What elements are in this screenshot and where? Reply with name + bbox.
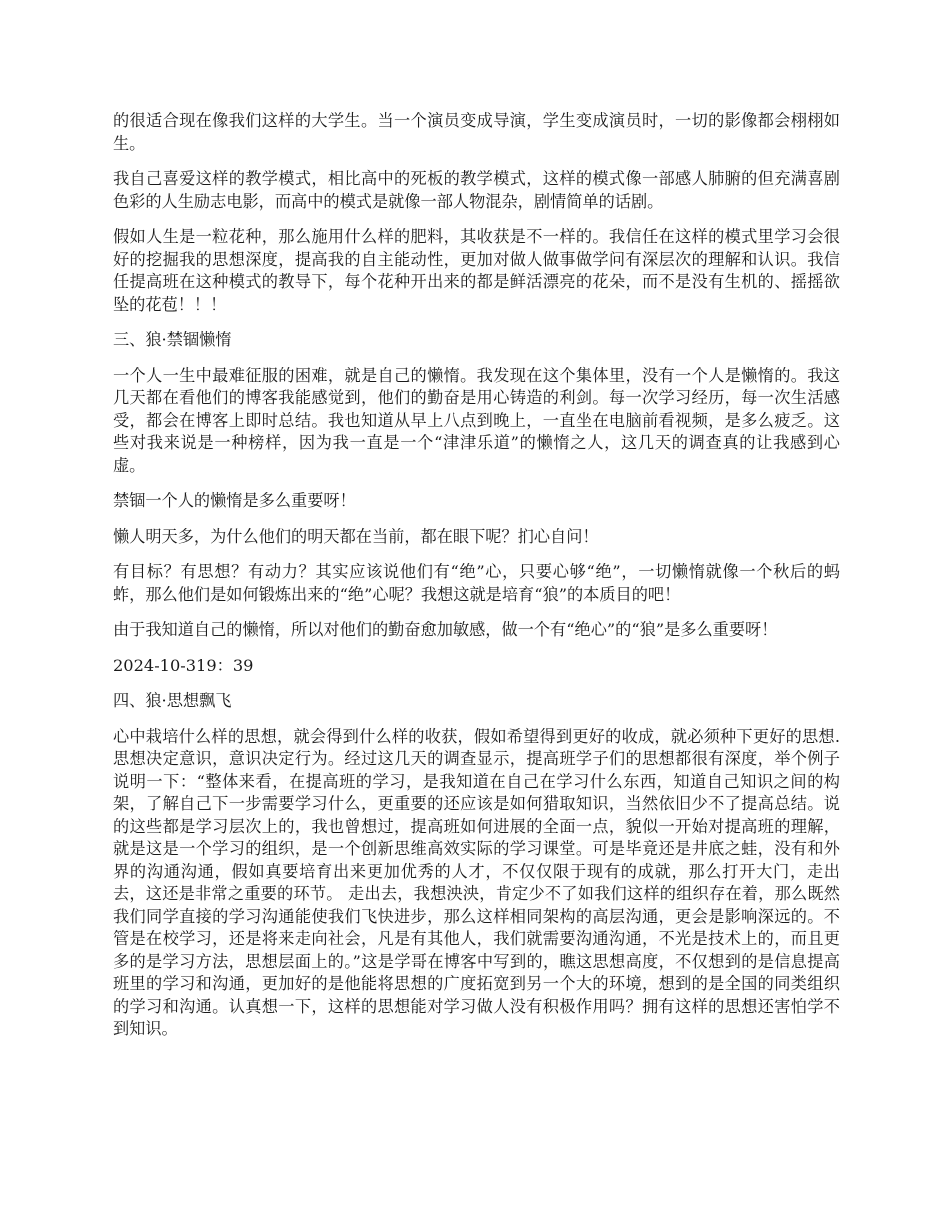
paragraph-confine-laziness: 禁锢一个人的懒惰是多么重要呀！ xyxy=(113,491,356,510)
paragraph-intro-continuation: 的很适合现在像我们这样的大学生。当一个演员变成导演，学生变成演员时，一切的影像都会栩栩如生。 xyxy=(113,111,840,153)
paragraph-self-aware: 由于我知道自己的懒惰，所以对他们的勤奋愈加敏感，做一个有“绝心”的“狼”是多么重要呀！ xyxy=(113,620,778,639)
section-heading-3: 三、狼·禁锢懒惰 xyxy=(113,330,232,349)
paragraph-laziness: 一个人一生中最难征服的困难，就是自己的懒惰。我发现在这个集体里，没有一个人是懒惰的。我这几天都在看他们的博客我能感觉到，他们的勤奋是用心铸造的利剑。每一次学习经历，每一次生活感受，都会在博客上即时总结。我也知道从早上八点到晚上，一直坐在电脑前看视频，是多么疲乏。这些对我来说是一种榜样，因为我一直是一个“津津乐道”的懒惰之人，这几天的调查真的让我感到心虚。 xyxy=(113,365,840,475)
paragraph-goals: 有目标？有思想？有动力？其实应该说他们有“绝”心，只要心够“绝”，一切懒惰就像一个秋后的蚂蚱，那么他们是如何锻炼出来的“绝”心呢？我想这就是培育“狼”的本质目的吧！ xyxy=(113,562,840,604)
paragraph-flower-seed: 假如人生是一粒花种，那么施用什么样的肥料，其收获是不一样的。我信任在这样的模式里学习会很好的挖掘我的思想深度，提高我的自主能动性，更加对做人做事做学问有深层次的理解和认识。我信任提高班在这种模式的教导下，每个花种开出来的都是鲜活漂亮的花朵，而不是没有生机的、摇摇欲坠的花苞！！！ xyxy=(113,227,840,314)
paragraph-lazy-tomorrow: 懒人明天多，为什么他们的明天都在当前，都在眼下呢？扪心自问！ xyxy=(113,526,599,546)
section-heading-4: 四、狼·思想飘飞 xyxy=(113,691,232,710)
paragraph-thinking: 心中栽培什么样的思想，就会得到什么样的收获，假如希望得到更好的收成，就必须种下更好的思想.思想决定意识，意识决定行为。经过这几天的调查显示，提高班学子们的思想都很有深度，举个例子说明一下：“整体来看，在提高班的学习，是我知道在自己在学习什么东西，知道自己知识之间的构架，了解自己下一步需要学习什么，更重要的还应该是如何猎取知识，当然依旧少不了提高总结。说的这些都是学习层次上的，我也曾想过，提高班如何进展的全面一点，貌似一开始对提高班的理解，就是这是一个学习的组织，是一个创新思维高效实际的学习课堂。可是毕竟还是井底之蛙，没有和外界的沟通沟通，假如真要培育出来更加优秀的人才，不仅仅限于现有的成就，那么打开大门，走出去，这还是非常之重要的环节。 走出去，我想泱泱，肯定少不了如我们这样的组织存在着，那么既然我们同学直接的学习沟通能使我们飞快进步，那么这样相同架构的高层沟通，更会是影响深远的。不管是在校学习，还是将来走向社会，凡是有其他人，我们就需要沟通沟通，不光是技术上的，而且更多的是学习方法，思想层面上的。”这是学哥在博客中写到的，瞧这思想高度，不仅想到的是信息提高班里的学习和沟通，更加好的是他能将思想的广度拓宽到另一个大的环境，想到的是全国的同类组织的学习和沟通。认真想一下，这样的思想能对学习做人没有积极作用吗？拥有这样的思想还害怕学不到知识。 xyxy=(113,726,840,1038)
document-body xyxy=(113,110,840,1054)
paragraph-teaching-mode: 我自己喜爱这样的教学模式，相比高中的死板的教学模式，这样的模式像一部感人肺腑的但充满喜剧色彩的人生励志电影，而高中的模式是就像一部人物混杂，剧情简单的话剧。 xyxy=(113,169,840,211)
timestamp: 2024-10-319：39 xyxy=(113,655,254,675)
